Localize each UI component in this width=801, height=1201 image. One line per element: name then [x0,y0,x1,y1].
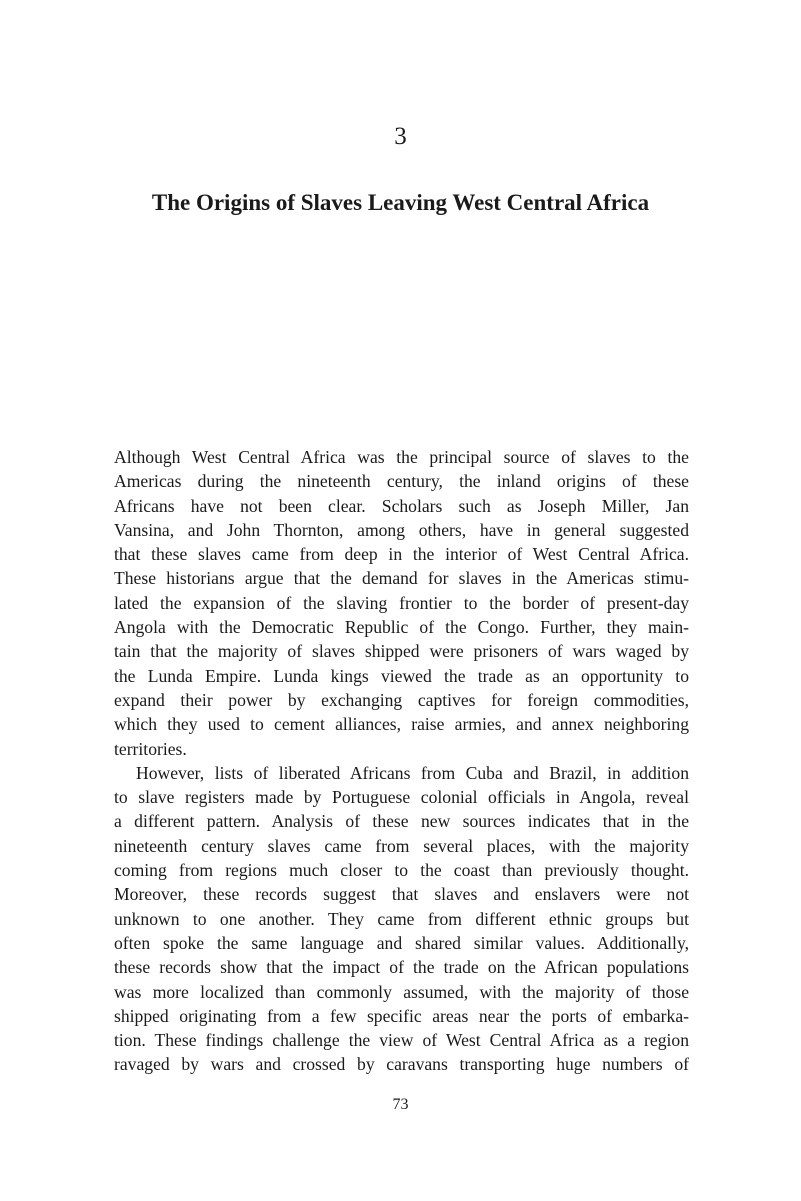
text-line: lated the expansion of the slaving frontier to the border of present-day [114,592,689,613]
text-line: Moreover, these records suggest that slaves and enslavers were not [114,884,689,905]
text-line: a different pattern. Analysis of these new sources indicates that in the [114,811,689,832]
text-line: Africans have not been clear. Scholars such as Joseph Miller, Jan [114,495,689,516]
text-line: coming from regions much closer to the coast than previously thought. [114,860,689,881]
text-line: Although West Central Africa was the principal source of slaves to the [114,447,689,467]
chapter-title: The Origins of Slaves Leaving West Central Africa [151,190,650,215]
text-line: expand their power by exchanging captives for foreign commodities, [114,689,689,710]
text-line: shipped originating from a few specific areas near the ports of embarka- [114,1005,689,1026]
paragraph-2 [114,761,689,1077]
paragraph-1 [114,445,689,761]
text-line: often spoke the same language and shared similar values. Additionally, [114,932,689,953]
text-line: ravaged by wars and crossed by caravans transporting huge numbers of [114,1054,689,1075]
page-number: 73 [392,1096,409,1113]
chapter-number: 3 [394,123,407,150]
text-line: unknown to one another. They came from different ethnic groups but [114,908,689,929]
text-line: the Lunda Empire. Lunda kings viewed the trade as an opportunity to [114,665,689,686]
text-line: However, lists of liberated Africans from Cuba and Brazil, in addition [136,762,689,783]
text-line: Americas during the nineteenth century, the inland origins of these [114,471,689,492]
text-line: which they used to cement alliances, raise armies, and annex neighboring [114,714,689,735]
text-line: to slave registers made by Portuguese colonial officials in Angola, reveal [114,787,689,808]
body-text [114,445,689,1077]
text-line: nineteenth century slaves came from several places, with the majority [114,835,689,856]
text-line: these records show that the impact of the trade on the African populations [114,957,689,978]
text-line: tain that the majority of slaves shipped were prisoners of wars waged by [114,641,689,662]
text-line: that these slaves came from deep in the interior of West Central Africa. [114,544,689,565]
text-line: territories. [114,738,187,759]
text-line: These historians argue that the demand for slaves in the Americas stimu- [114,568,689,589]
text-line: Vansina, and John Thornton, among others, have in general suggested [114,519,689,540]
text-line: tion. These findings challenge the view of West Central Africa as a region [114,1030,689,1051]
text-line: was more localized than commonly assumed, with the majority of those [114,981,689,1002]
text-line: Angola with the Democratic Republic of the Congo. Further, they main- [114,617,689,638]
